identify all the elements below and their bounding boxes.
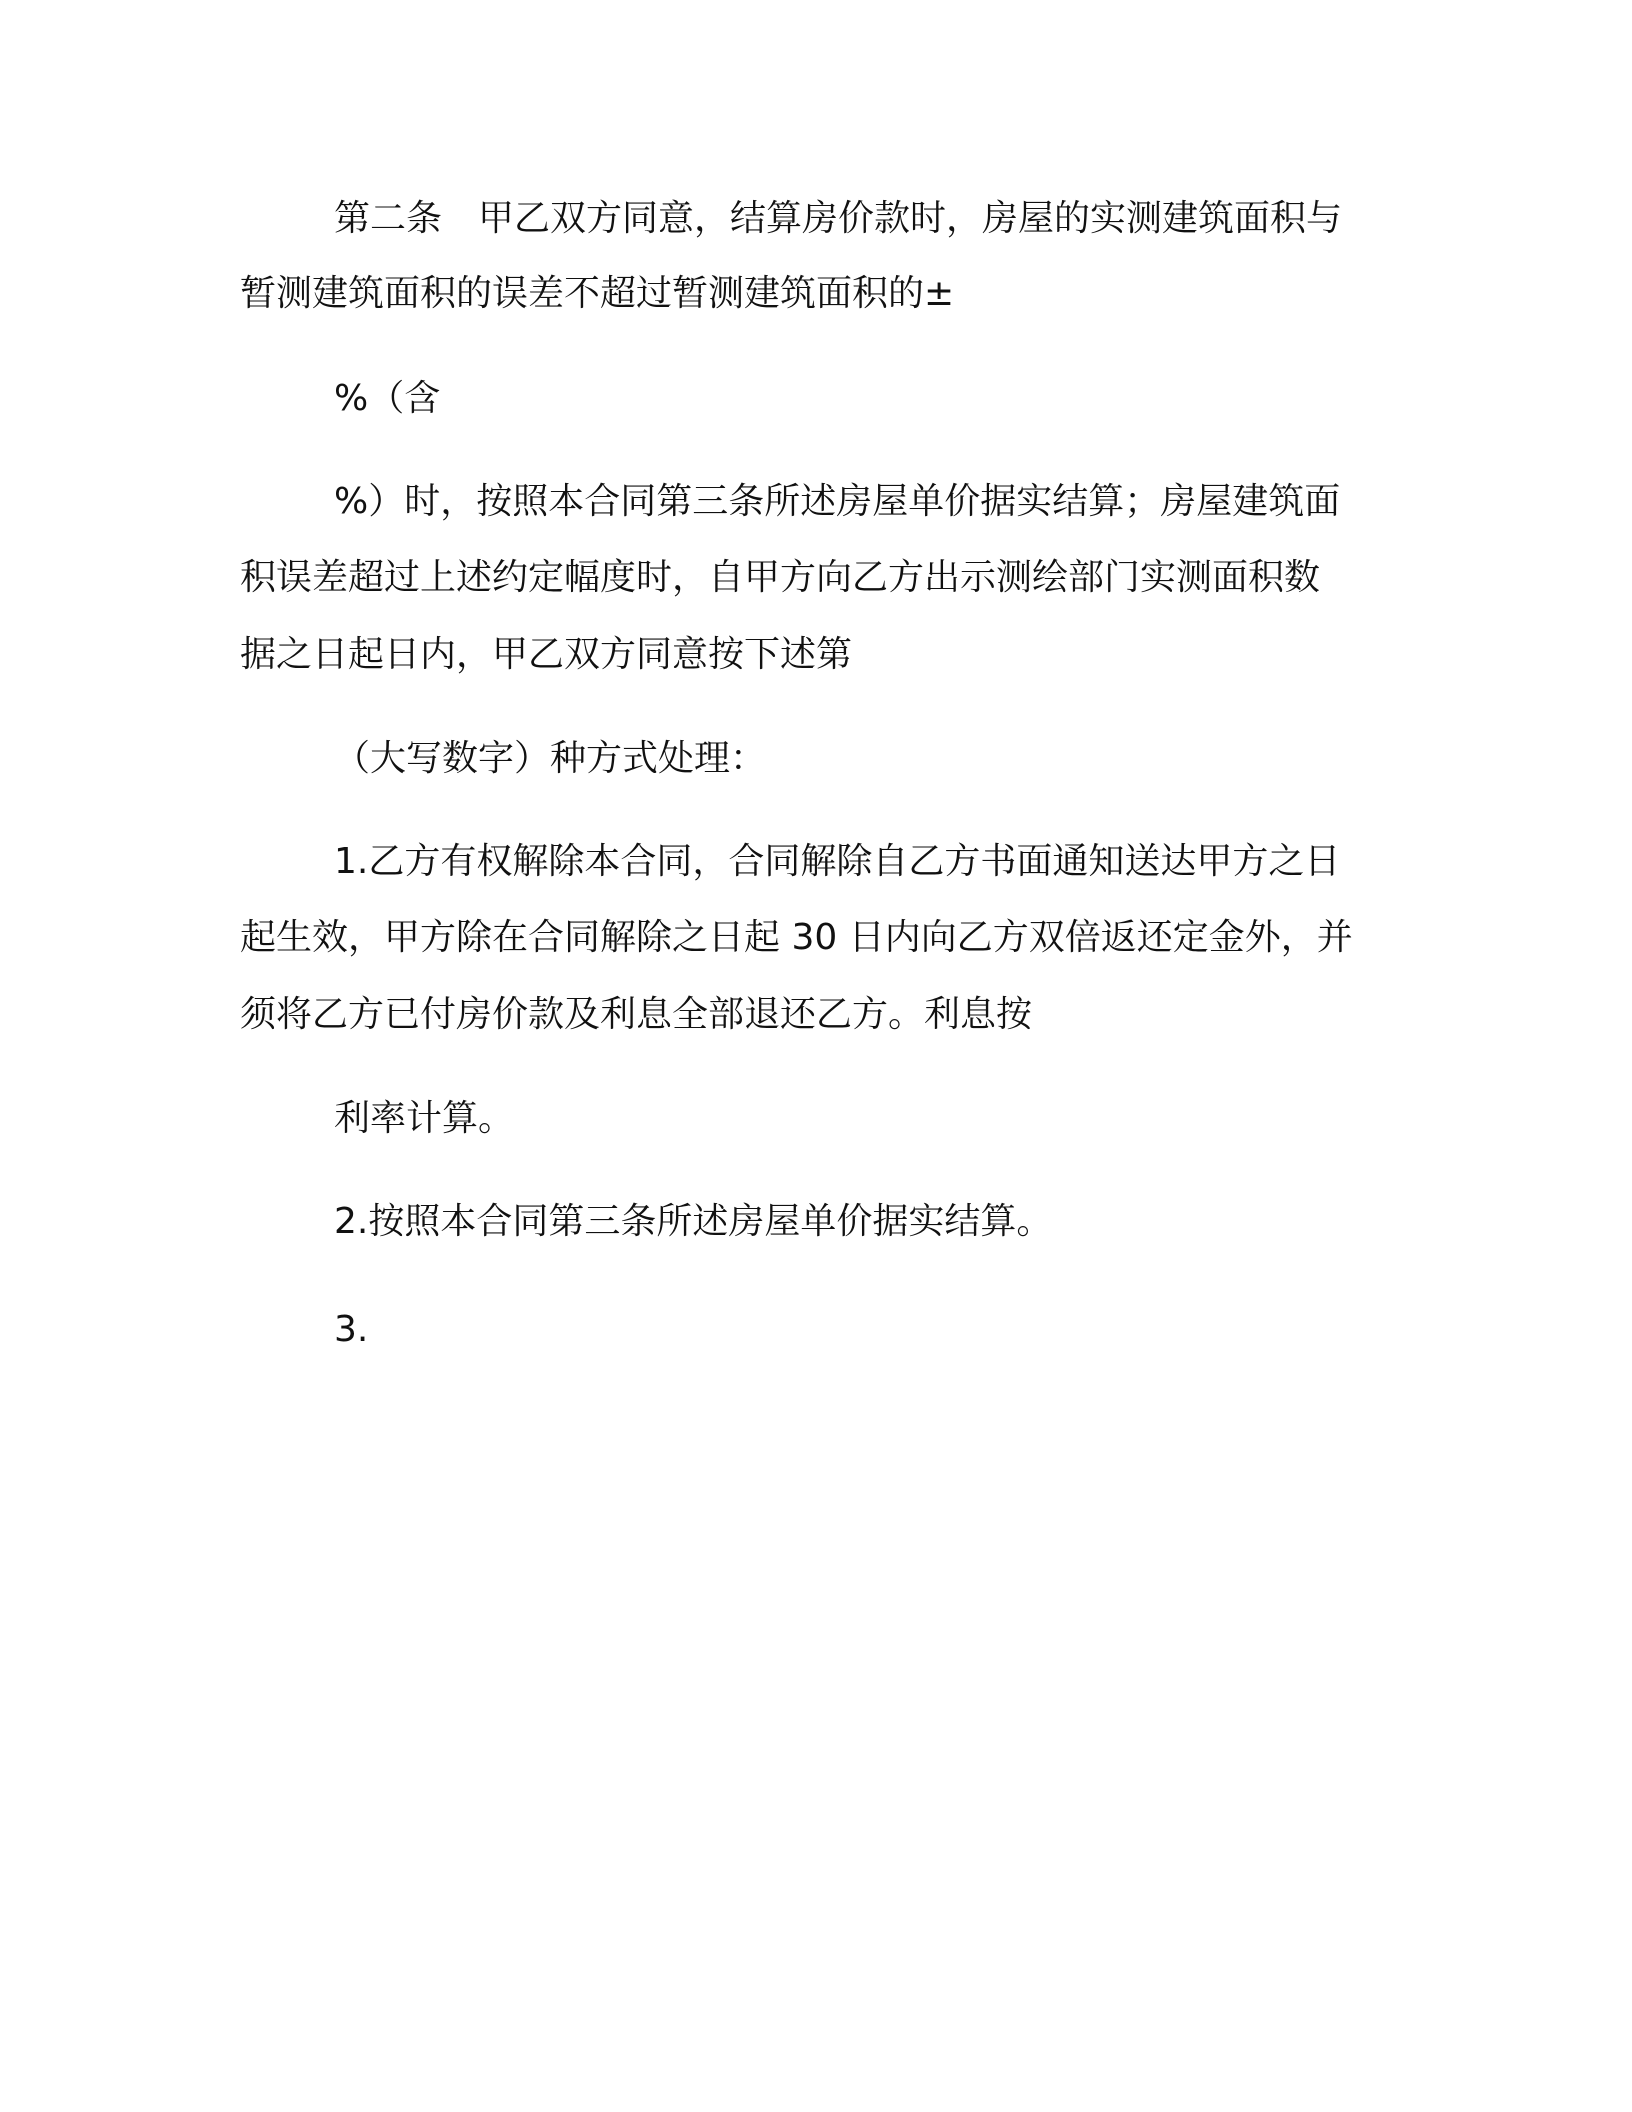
clause-2-line-5: 积误差超过上述约定幅度时，自甲方向乙方出示测绘部门实测面积数 [240,557,1321,598]
clause-2-line-3: %（含 [334,378,441,419]
clause-2-line-7: （大写数字）种方式处理： [334,738,767,779]
clause-2-line-2: 暂测建筑面积的误差不超过暂测建筑面积的± [240,273,955,314]
option-2-line-1: 2.按照本合同第三条所述房屋单价据实结算。 [334,1201,1053,1242]
clause-2-line-4: %）时，按照本合同第三条所述房屋单价据实结算；房屋建筑面 [334,481,1341,522]
option-1-line-2: 起生效，甲方除在合同解除之日起 30 日内向乙方双倍返还定金外，并 [240,917,1353,958]
option-1-line-4: 利率计算。 [334,1098,515,1139]
clause-2-line-6: 据之日起日内，甲乙双方同意按下述第 [240,634,853,675]
option-1-line-1: 1.乙方有权解除本合同，合同解除自乙方书面通知送达甲方之日 [334,841,1341,882]
option-1-line-3: 须将乙方已付房价款及利息全部退还乙方。利息按 [240,994,1033,1035]
option-3-line-1: 3. [334,1309,369,1350]
clause-2-line-1: 第二条 甲乙双方同意，结算房价款时，房屋的实测建筑面积与 [334,198,1343,239]
